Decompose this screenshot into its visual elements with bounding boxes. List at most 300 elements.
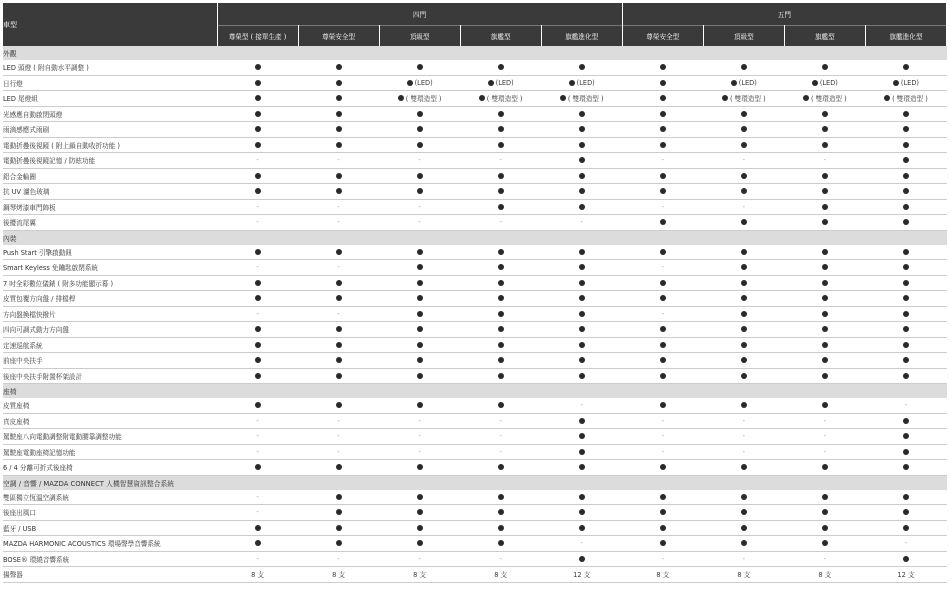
filled-dot-icon <box>336 173 342 179</box>
filled-dot-icon <box>488 80 494 86</box>
dash-icon: - <box>823 156 827 165</box>
filled-dot-icon <box>579 373 585 379</box>
filled-dot-icon <box>903 219 909 225</box>
filled-dot-icon <box>822 326 828 332</box>
dash-icon: - <box>337 202 340 211</box>
filled-dot-icon <box>336 64 342 70</box>
filled-dot-icon <box>407 80 413 86</box>
filled-dot-icon <box>903 342 909 348</box>
spec-cell <box>217 306 298 322</box>
filled-dot-icon <box>579 525 585 531</box>
spec-cell <box>541 291 622 307</box>
filled-dot-icon <box>417 264 423 270</box>
filled-dot-icon <box>741 464 747 470</box>
feature-label: 定速巡航系統 <box>3 337 217 353</box>
dash-icon: - <box>256 309 259 318</box>
spec-cell <box>622 520 703 536</box>
spec-cell <box>622 260 703 276</box>
model-header: 尊榮型 ( 接單生產 ) <box>217 26 298 47</box>
spec-cell <box>217 275 298 291</box>
filled-dot-icon <box>660 280 666 286</box>
filled-dot-icon <box>255 402 261 408</box>
filled-dot-icon <box>660 464 666 470</box>
feature-label: 7 吋全彩數位儀錶 ( 附多功能顯示幕 ) <box>3 275 217 291</box>
filled-dot-icon <box>498 342 504 348</box>
spec-cell <box>784 106 865 122</box>
filled-dot-icon <box>903 173 909 179</box>
filled-dot-icon <box>741 494 747 500</box>
filled-dot-icon <box>731 80 737 86</box>
spec-cell <box>622 536 703 552</box>
spec-cell <box>541 322 622 338</box>
dash-icon: - <box>256 432 259 441</box>
spec-cell <box>865 91 946 107</box>
spec-cell <box>298 168 379 184</box>
filled-dot-icon <box>417 295 423 301</box>
dash-icon: - <box>904 401 908 410</box>
spec-cell <box>865 444 946 460</box>
spec-cell <box>541 245 622 260</box>
table-row <box>3 353 947 369</box>
filled-dot-icon <box>498 264 504 270</box>
section-header-row <box>3 230 947 245</box>
spec-cell <box>865 75 946 91</box>
filled-dot-icon <box>498 173 504 179</box>
spec-cell <box>865 337 946 353</box>
filled-dot-icon <box>498 142 504 148</box>
spec-note: (LED) <box>576 78 595 87</box>
dash-icon: - <box>256 263 259 272</box>
spec-cell <box>460 322 541 338</box>
filled-dot-icon <box>255 464 261 470</box>
spec-cell <box>460 505 541 521</box>
filled-dot-icon <box>903 494 909 500</box>
filled-dot-icon <box>336 326 342 332</box>
filled-dot-icon <box>741 64 747 70</box>
filled-dot-icon <box>660 373 666 379</box>
dash-icon: - <box>580 539 583 548</box>
feature-label: 光感應自動啟閉頭燈 <box>3 106 217 122</box>
filled-dot-icon <box>903 142 909 148</box>
spec-cell <box>865 353 946 369</box>
spec-cell <box>541 353 622 369</box>
spec-cell <box>703 520 784 536</box>
filled-dot-icon <box>336 188 342 194</box>
filled-dot-icon <box>336 111 342 117</box>
spec-cell <box>541 551 622 567</box>
spec-cell <box>217 60 298 75</box>
feature-label: 後座中央扶手附置杯架設計 <box>3 368 217 384</box>
filled-dot-icon <box>417 373 423 379</box>
dash-icon: - <box>580 218 583 227</box>
dash-icon: - <box>742 156 745 165</box>
spec-cell <box>865 122 946 138</box>
table-row <box>3 429 947 445</box>
spec-cell <box>622 429 703 445</box>
spec-cell <box>865 306 946 322</box>
table-row <box>3 306 947 322</box>
spec-cell <box>298 429 379 445</box>
spec-cell <box>703 184 784 200</box>
spec-cell <box>622 215 703 231</box>
spec-cell <box>784 460 865 476</box>
filled-dot-icon <box>812 80 818 86</box>
filled-dot-icon <box>822 173 828 179</box>
spec-cell <box>784 75 865 91</box>
dash-icon: - <box>418 156 421 165</box>
filled-dot-icon <box>884 95 890 101</box>
dash-icon: - <box>256 492 259 501</box>
feature-label: 四向可調式動力方向盤 <box>3 322 217 338</box>
spec-cell <box>541 215 622 231</box>
spec-cell <box>460 460 541 476</box>
spec-cell <box>379 551 460 567</box>
spec-cell <box>865 398 946 413</box>
spec-cell <box>622 75 703 91</box>
filled-dot-icon <box>741 142 747 148</box>
spec-cell <box>865 505 946 521</box>
filled-dot-icon <box>336 342 342 348</box>
spec-cell <box>460 168 541 184</box>
spec-cell <box>622 322 703 338</box>
filled-dot-icon <box>255 64 261 70</box>
feature-label: 鋁合金輪圈 <box>3 168 217 184</box>
filled-dot-icon <box>660 525 666 531</box>
dash-icon: - <box>418 416 421 425</box>
spec-cell <box>460 245 541 260</box>
section-title: 內裝 <box>3 230 947 245</box>
spec-cell <box>217 199 298 215</box>
filled-dot-icon <box>741 311 747 317</box>
filled-dot-icon <box>417 126 423 132</box>
spec-cell <box>784 184 865 200</box>
spec-cell <box>298 75 379 91</box>
filled-dot-icon <box>893 80 899 86</box>
dash-icon: - <box>742 432 745 441</box>
spec-cell <box>703 91 784 107</box>
spec-cell <box>784 306 865 322</box>
filled-dot-icon <box>255 357 261 363</box>
filled-dot-icon <box>255 249 261 255</box>
spec-cell <box>541 460 622 476</box>
spec-cell <box>217 291 298 307</box>
spec-cell <box>379 215 460 231</box>
filled-dot-icon <box>660 342 666 348</box>
spec-cell <box>703 106 784 122</box>
filled-dot-icon <box>498 280 504 286</box>
table-row <box>3 184 947 200</box>
spec-cell <box>622 444 703 460</box>
table-row <box>3 505 947 521</box>
spec-cell <box>622 505 703 521</box>
dash-icon: - <box>337 432 340 441</box>
filled-dot-icon <box>579 204 585 210</box>
door-group-header: 四門 <box>217 3 622 26</box>
spec-note: (LED) <box>495 78 514 87</box>
feature-label: 駕駛座八向電動調整附電動腰靠調整功能 <box>3 429 217 445</box>
dash-icon: - <box>337 554 340 563</box>
spec-cell <box>541 122 622 138</box>
feature-label: 抗 UV 濾色玻璃 <box>3 184 217 200</box>
spec-note: (LED) <box>900 78 919 87</box>
spec-cell <box>379 245 460 260</box>
feature-label: BOSE® 環繞音響系統 <box>3 551 217 567</box>
filled-dot-icon <box>822 357 828 363</box>
spec-cell <box>784 260 865 276</box>
filled-dot-icon <box>255 188 261 194</box>
filled-dot-icon <box>255 95 261 101</box>
filled-dot-icon <box>822 126 828 132</box>
filled-dot-icon <box>498 525 504 531</box>
spec-cell <box>217 567 298 583</box>
filled-dot-icon <box>741 402 747 408</box>
spec-cell <box>622 291 703 307</box>
spec-cell <box>379 75 460 91</box>
filled-dot-icon <box>498 402 504 408</box>
spec-cell <box>865 106 946 122</box>
dash-icon: - <box>418 202 421 211</box>
filled-dot-icon <box>417 357 423 363</box>
model-header: 旗艦型 <box>460 26 541 47</box>
spec-cell <box>460 260 541 276</box>
filled-dot-icon <box>822 342 828 348</box>
dash-icon: - <box>499 218 502 227</box>
spec-cell <box>217 184 298 200</box>
filled-dot-icon <box>822 280 828 286</box>
filled-dot-icon <box>822 188 828 194</box>
filled-dot-icon <box>417 326 423 332</box>
spec-cell <box>865 275 946 291</box>
spec-note: (LED) <box>414 78 433 87</box>
filled-dot-icon <box>255 111 261 117</box>
spec-cell <box>541 60 622 75</box>
spec-cell <box>460 337 541 353</box>
table-row <box>3 75 947 91</box>
filled-dot-icon <box>741 326 747 332</box>
spec-cell <box>298 505 379 521</box>
spec-cell <box>703 536 784 552</box>
spec-cell <box>865 567 946 583</box>
spec-cell <box>703 505 784 521</box>
filled-dot-icon <box>660 509 666 515</box>
filled-dot-icon <box>255 295 261 301</box>
dash-icon: - <box>256 202 259 211</box>
spec-cell <box>865 291 946 307</box>
filled-dot-icon <box>660 126 666 132</box>
spec-cell <box>379 490 460 505</box>
spec-cell <box>217 137 298 153</box>
filled-dot-icon <box>660 142 666 148</box>
spec-cell <box>379 275 460 291</box>
filled-dot-icon <box>579 173 585 179</box>
section-header-row <box>3 46 947 60</box>
spec-cell <box>379 460 460 476</box>
spec-cell <box>622 106 703 122</box>
spec-cell <box>217 215 298 231</box>
filled-dot-icon <box>660 249 666 255</box>
filled-dot-icon <box>579 311 585 317</box>
spec-cell <box>703 567 784 583</box>
table-row <box>3 122 947 138</box>
filled-dot-icon <box>479 95 485 101</box>
spec-cell <box>379 413 460 429</box>
filled-dot-icon <box>579 142 585 148</box>
filled-dot-icon <box>579 418 585 424</box>
spec-cell <box>541 567 622 583</box>
dash-icon: - <box>823 554 827 563</box>
spec-value: 8 支 <box>656 571 670 580</box>
spec-cell <box>217 75 298 91</box>
filled-dot-icon <box>741 126 747 132</box>
model-header: 旗艦進化型 <box>541 26 622 47</box>
spec-cell <box>784 122 865 138</box>
spec-cell <box>298 551 379 567</box>
spec-note: (LED) <box>738 78 757 87</box>
spec-cell <box>703 490 784 505</box>
filled-dot-icon <box>417 342 423 348</box>
section-header-row <box>3 384 947 399</box>
filled-dot-icon <box>741 509 747 515</box>
spec-cell <box>865 429 946 445</box>
spec-cell <box>217 429 298 445</box>
spec-cell <box>298 291 379 307</box>
spec-cell <box>622 337 703 353</box>
spec-cell <box>379 505 460 521</box>
dash-icon: - <box>499 416 502 425</box>
spec-cell <box>784 429 865 445</box>
spec-cell <box>541 490 622 505</box>
filled-dot-icon <box>398 95 404 101</box>
spec-value: 12 支 <box>573 571 591 580</box>
filled-dot-icon <box>822 540 828 546</box>
spec-cell <box>622 60 703 75</box>
table-row <box>3 460 947 476</box>
filled-dot-icon <box>579 157 585 163</box>
filled-dot-icon <box>660 295 666 301</box>
table-row <box>3 413 947 429</box>
feature-label: 後擾流尾翼 <box>3 215 217 231</box>
spec-cell <box>541 275 622 291</box>
filled-dot-icon <box>903 418 909 424</box>
spec-cell <box>622 122 703 138</box>
spec-cell <box>217 490 298 505</box>
spec-cell <box>217 337 298 353</box>
spec-cell <box>379 337 460 353</box>
filled-dot-icon <box>498 509 504 515</box>
dash-icon: - <box>742 202 745 211</box>
dash-icon: - <box>823 447 827 456</box>
filled-dot-icon <box>903 311 909 317</box>
filled-dot-icon <box>660 95 666 101</box>
spec-cell <box>703 199 784 215</box>
spec-cell <box>703 398 784 413</box>
table-row <box>3 551 947 567</box>
filled-dot-icon <box>498 188 504 194</box>
spec-cell <box>217 353 298 369</box>
filled-dot-icon <box>417 311 423 317</box>
spec-cell <box>460 368 541 384</box>
filled-dot-icon <box>579 295 585 301</box>
feature-label: 方向盤換檔快撥片 <box>3 306 217 322</box>
filled-dot-icon <box>336 126 342 132</box>
spec-cell <box>379 60 460 75</box>
spec-cell <box>298 536 379 552</box>
spec-cell <box>865 260 946 276</box>
spec-cell <box>298 106 379 122</box>
spec-cell <box>460 353 541 369</box>
spec-cell <box>865 60 946 75</box>
dash-icon: - <box>256 218 259 227</box>
filled-dot-icon <box>579 342 585 348</box>
filled-dot-icon <box>498 311 504 317</box>
filled-dot-icon <box>741 295 747 301</box>
spec-cell <box>460 444 541 460</box>
feature-label: 雨滴感應式雨刷 <box>3 122 217 138</box>
table-row <box>3 245 947 260</box>
spec-cell <box>541 168 622 184</box>
spec-cell <box>460 215 541 231</box>
dash-icon: - <box>256 416 259 425</box>
table-row <box>3 168 947 184</box>
spec-cell <box>784 505 865 521</box>
spec-cell <box>298 184 379 200</box>
feature-label: 藍牙 / USB <box>3 520 217 536</box>
section-header-row <box>3 475 947 490</box>
spec-cell <box>298 260 379 276</box>
dash-icon: - <box>661 156 664 165</box>
spec-cell <box>460 536 541 552</box>
filled-dot-icon <box>903 326 909 332</box>
filled-dot-icon <box>255 126 261 132</box>
spec-cell <box>865 153 946 169</box>
spec-cell <box>622 168 703 184</box>
table-row <box>3 215 947 231</box>
spec-cell <box>541 153 622 169</box>
spec-cell <box>217 168 298 184</box>
spec-cell <box>298 122 379 138</box>
spec-cell <box>379 306 460 322</box>
filled-dot-icon <box>660 111 666 117</box>
dash-icon: - <box>823 432 827 441</box>
spec-cell <box>784 137 865 153</box>
filled-dot-icon <box>336 280 342 286</box>
feature-label: 電動折疊後視鏡 ( 附上鎖自動收折功能 ) <box>3 137 217 153</box>
dash-icon: - <box>742 416 745 425</box>
filled-dot-icon <box>560 95 566 101</box>
feature-label: 6 / 4 分離可折式後座椅 <box>3 460 217 476</box>
spec-cell <box>298 322 379 338</box>
spec-cell <box>298 153 379 169</box>
spec-cell <box>298 398 379 413</box>
spec-cell <box>460 91 541 107</box>
filled-dot-icon <box>498 249 504 255</box>
spec-cell <box>784 337 865 353</box>
spec-cell <box>784 60 865 75</box>
spec-value: 8 支 <box>413 571 427 580</box>
spec-cell <box>784 444 865 460</box>
spec-cell <box>784 413 865 429</box>
filled-dot-icon <box>417 540 423 546</box>
filled-dot-icon <box>903 280 909 286</box>
spec-cell <box>379 168 460 184</box>
table-row <box>3 60 947 75</box>
filled-dot-icon <box>822 204 828 210</box>
spec-cell <box>622 137 703 153</box>
section-title: 座椅 <box>3 384 947 399</box>
filled-dot-icon <box>417 111 423 117</box>
spec-cell <box>784 199 865 215</box>
spec-cell <box>784 551 865 567</box>
